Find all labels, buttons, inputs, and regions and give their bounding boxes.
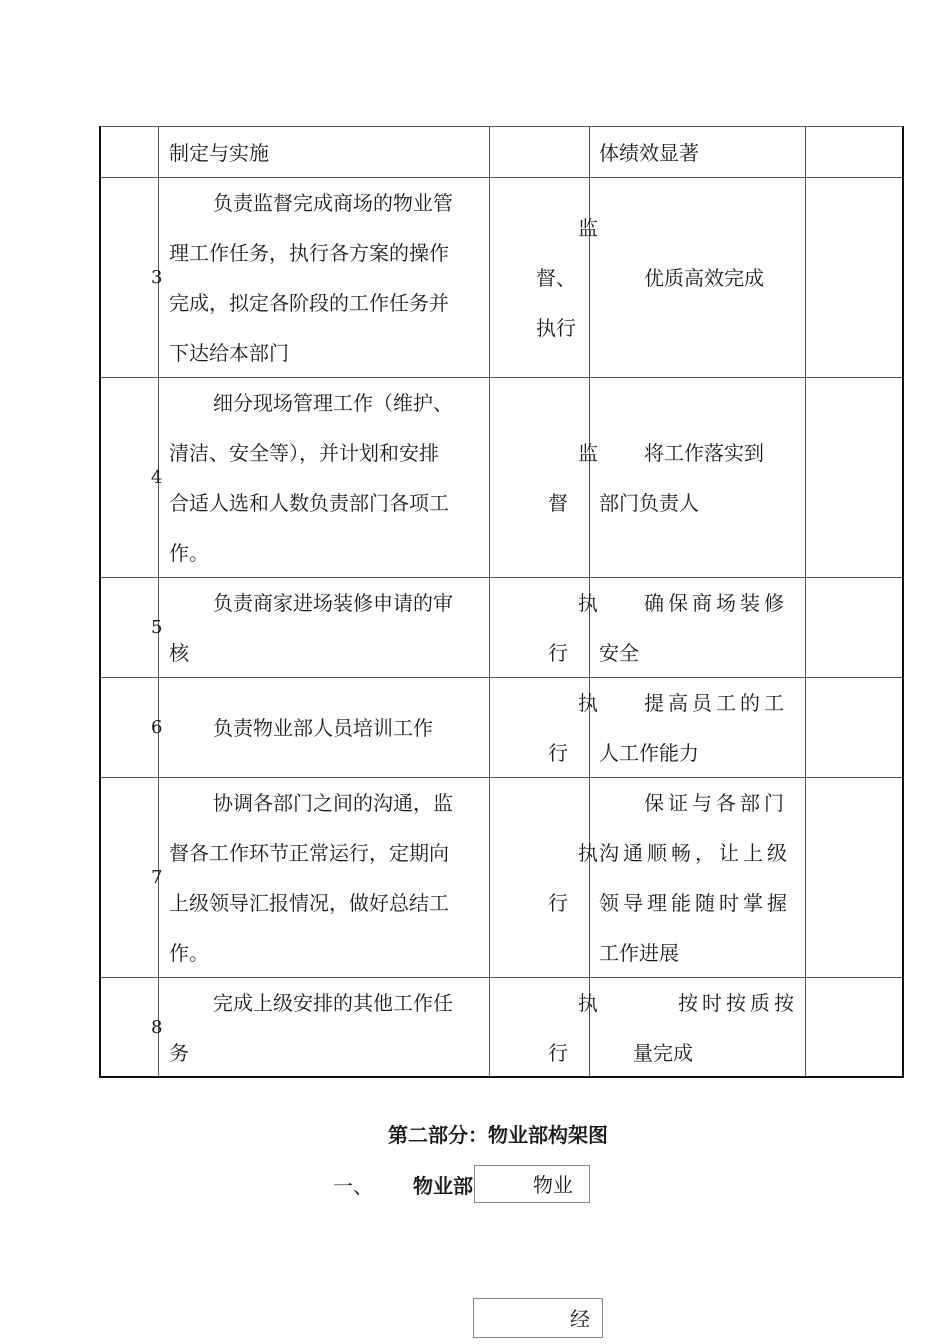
goal-text: 人工作能力 (599, 741, 699, 765)
duty-text: 下达给本部门 (169, 341, 289, 365)
col-divider (489, 127, 490, 1076)
role-text: 执 (578, 691, 598, 715)
role-text: 执 (578, 991, 598, 1015)
subsection-title: 物业部 (413, 1174, 473, 1198)
goal-text: 领导理能随时掌握 (599, 891, 791, 915)
role-text: 督 (548, 491, 568, 515)
goal-text: 部门负责人 (599, 491, 699, 515)
duty-text: 作。 (169, 941, 209, 965)
duty-text: 督各工作环节正常运行，定期向 (169, 841, 449, 865)
row-number: 7 (151, 867, 163, 888)
goal-text: 确保商场装修 (644, 591, 788, 615)
org-chart-manager-box: 经 (473, 1298, 603, 1338)
duty-text: 作。 (169, 541, 209, 565)
goal-text: 按时按质按 (678, 991, 798, 1015)
duty-text: 细分现场管理工作（维护、 (213, 391, 453, 415)
duty-text: 理工作任务，执行各方案的操作 (169, 241, 449, 265)
subsection-index: 一、 (333, 1174, 373, 1198)
row-number: 5 (151, 617, 163, 638)
duty-text: 核 (169, 641, 189, 665)
duty-text: 负责物业部人员培训工作 (213, 716, 433, 740)
role-text: 行 (548, 641, 568, 665)
goal-text: 工作进展 (599, 941, 679, 965)
role-text: 监 (578, 216, 598, 240)
goal-text: 量完成 (633, 1041, 693, 1065)
role-text: 执行 (536, 316, 576, 340)
duty-text: 协调各部门之间的沟通，监 (213, 791, 453, 815)
duty-text: 完成上级安排的其他工作任 (213, 991, 453, 1015)
goal-text: 保证与各部门 (644, 791, 788, 815)
role-text: 行 (548, 1041, 568, 1065)
goal-text: 体绩效显著 (599, 141, 699, 165)
goal-text: 沟通顺畅，让上级 (599, 841, 791, 865)
row-number: 8 (151, 1017, 163, 1038)
duty-text: 清洁、安全等），并计划和安排 (169, 441, 439, 465)
duty-text: 制定与实施 (169, 141, 269, 165)
role-text: 监 (578, 441, 598, 465)
goal-text: 将工作落实到 (644, 441, 764, 465)
role-text: 行 (548, 891, 568, 915)
row-number: 6 (151, 717, 163, 738)
duty-text: 负责商家进场装修申请的审 (213, 591, 453, 615)
goal-text: 优质高效完成 (644, 266, 764, 290)
row-number: 4 (151, 467, 163, 488)
duty-text: 合适人选和人数负责部门各项工 (169, 491, 449, 515)
section-title: 第二部分：物业部构架图 (388, 1123, 608, 1147)
col-divider (805, 127, 806, 1076)
duty-text: 上级领导汇报情况，做好总结工 (169, 891, 449, 915)
role-text: 执 (578, 841, 598, 865)
duty-text: 务 (169, 1041, 189, 1065)
row-number: 3 (151, 267, 163, 288)
role-text: 督、 (536, 266, 576, 290)
goal-text: 提高员工的工 (644, 691, 788, 715)
duty-text: 完成，拟定各阶段的工作任务并 (169, 291, 449, 315)
role-text: 行 (548, 741, 568, 765)
role-text: 执 (578, 591, 598, 615)
responsibility-table (99, 126, 904, 1078)
duty-text: 负责监督完成商场的物业管 (213, 191, 453, 215)
goal-text: 安全 (599, 641, 639, 665)
org-chart-top-box: 物业 (474, 1165, 590, 1203)
